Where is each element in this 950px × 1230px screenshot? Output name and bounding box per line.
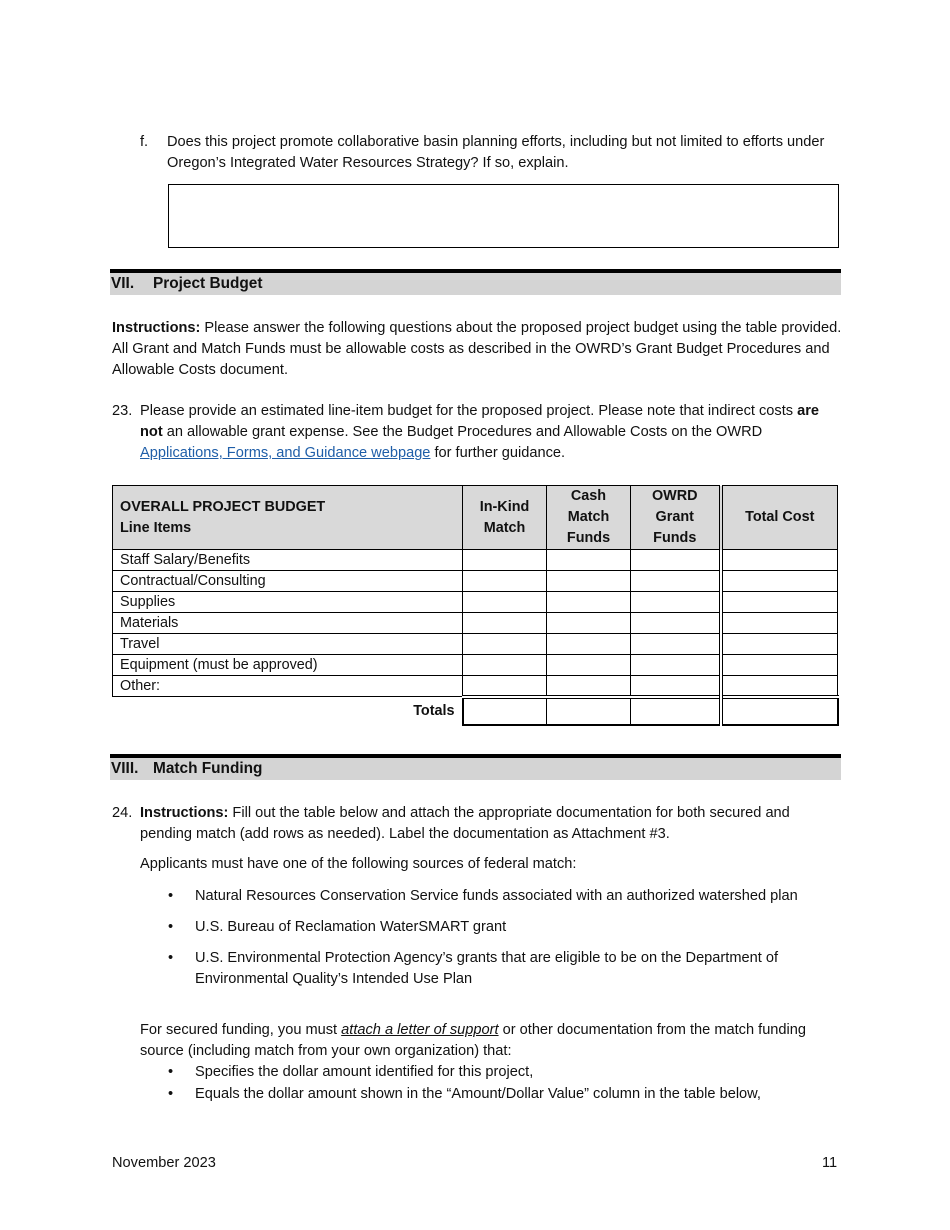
total-cost-cell[interactable] xyxy=(721,592,838,613)
question-24-number: 24. xyxy=(112,805,133,821)
secured-funding-text xyxy=(140,1020,840,1062)
question-23-text-1: Please provide an estimated line-item budget for the proposed project. Please note that indirect costs xyxy=(140,403,798,419)
total-in-kind-cell[interactable] xyxy=(463,697,547,725)
grant-funds-cell[interactable] xyxy=(631,634,721,655)
grant-funds-cell[interactable] xyxy=(631,550,721,571)
in-kind-cell[interactable] xyxy=(463,655,547,676)
in-kind-cell[interactable] xyxy=(463,676,547,697)
column-in-kind-match: In-Kind Match xyxy=(463,486,547,550)
row-label: Travel xyxy=(113,634,463,655)
bullet-icon: • xyxy=(168,950,174,966)
section-viii-heading xyxy=(110,754,841,780)
footer-date: November 2023 xyxy=(112,1155,216,1171)
row-label: Materials xyxy=(113,613,463,634)
question-24-instructions xyxy=(140,803,840,845)
cash-match-cell[interactable] xyxy=(547,655,631,676)
bullet-icon: • xyxy=(168,919,174,935)
total-cost-cell[interactable] xyxy=(721,634,838,655)
row-label: Supplies xyxy=(113,592,463,613)
budget-instructions-text: Please answer the following questions about the proposed project budget using the table provided. All Grant and Match Funds must be allowable costs as described in the OWRD’s Grant Budget Procedures and Allowable Costs document. xyxy=(112,320,842,378)
budget-instructions-label: Instructions: xyxy=(112,320,201,336)
budget-row-contractual xyxy=(113,571,838,592)
question-f-text: Does this project promote collaborative basin planning efforts, including but not limited to efforts under Oregon’s Integrated Water Resources Strategy? If so, explain. xyxy=(167,134,825,171)
match-source-item: U.S. Environmental Protection Agency’s grants that are eligible to be on the Department of Environmental Quality’s Intended Use Plan xyxy=(195,950,779,987)
section-vii-heading xyxy=(110,269,841,295)
section-vii-number: VII. xyxy=(111,275,135,292)
cash-match-cell[interactable] xyxy=(547,634,631,655)
secured-funding-text-1: For secured funding, you must xyxy=(140,1022,342,1038)
column-cash-match-funds: Cash Match Funds xyxy=(547,486,631,550)
column-owrd-grant-funds: OWRD Grant Funds xyxy=(631,486,721,550)
grant-funds-cell[interactable] xyxy=(631,676,721,697)
total-cost-cell[interactable] xyxy=(721,571,838,592)
secured-requirement-item: Equals the dollar amount shown in the “Amount/Dollar Value” column in the table below, xyxy=(195,1086,761,1102)
total-grant-funds-cell[interactable] xyxy=(631,697,721,725)
question-24-instructions-text: Fill out the table below and attach the appropriate documentation for both secured and pending match (add rows as needed). Label the documentation as Attachment #3. xyxy=(140,805,790,842)
grant-funds-cell[interactable] xyxy=(631,592,721,613)
bullet-icon: • xyxy=(168,888,174,904)
grand-total-cell[interactable] xyxy=(721,697,838,725)
bullet-icon: • xyxy=(168,1064,174,1080)
question-23-text-3: for further guidance. xyxy=(430,445,566,461)
question-f-answer-box[interactable] xyxy=(168,184,839,248)
in-kind-cell[interactable] xyxy=(463,613,547,634)
match-sources-intro: Applicants must have one of the following sources of federal match: xyxy=(140,856,577,872)
cash-match-cell[interactable] xyxy=(547,550,631,571)
in-kind-cell[interactable] xyxy=(463,634,547,655)
guidance-webpage-link[interactable]: Applications, Forms, and Guidance webpage xyxy=(140,445,431,461)
letter-of-support-emphasis: attach a letter of support xyxy=(341,1022,499,1038)
footer-page-number: 11 xyxy=(822,1155,838,1171)
question-23-bold: are not xyxy=(140,403,820,440)
budget-header-title: OVERALL PROJECT BUDGET xyxy=(120,498,326,515)
budget-totals-row xyxy=(113,697,838,725)
budget-row-materials xyxy=(113,613,838,634)
grant-funds-cell[interactable] xyxy=(631,613,721,634)
budget-header-subtitle: Line Items xyxy=(120,519,192,536)
secured-requirement-item: Specifies the dollar amount identified for this project, xyxy=(195,1064,534,1080)
row-label: Staff Salary/Benefits xyxy=(113,550,463,571)
in-kind-cell[interactable] xyxy=(463,571,547,592)
section-viii-title: Match Funding xyxy=(153,760,263,777)
row-label: Contractual/Consulting xyxy=(113,571,463,592)
in-kind-cell[interactable] xyxy=(463,550,547,571)
cash-match-cell[interactable] xyxy=(547,676,631,697)
row-label: Other: xyxy=(113,676,463,697)
budget-row-supplies xyxy=(113,592,838,613)
secured-funding-text-2: or other documentation from the match funding source (including match from your own organization) that: xyxy=(140,1022,807,1059)
column-total-cost: Total Cost xyxy=(721,486,838,550)
total-cash-match-cell[interactable] xyxy=(547,697,631,725)
cash-match-cell[interactable] xyxy=(547,592,631,613)
budget-row-staff xyxy=(113,550,838,571)
budget-row-equipment xyxy=(113,655,838,676)
question-23-number: 23. xyxy=(112,403,133,419)
in-kind-cell[interactable] xyxy=(463,592,547,613)
question-23-text xyxy=(140,401,840,464)
total-cost-cell[interactable] xyxy=(721,676,838,697)
totals-label: Totals xyxy=(413,702,455,719)
cash-match-cell[interactable] xyxy=(547,571,631,592)
budget-header-row xyxy=(113,486,838,550)
budget-header-title-cell xyxy=(113,486,463,550)
row-label: Equipment (must be approved) xyxy=(113,655,463,676)
question-24-instructions-label: Instructions: xyxy=(140,805,229,821)
budget-row-travel xyxy=(113,634,838,655)
grant-funds-cell[interactable] xyxy=(631,655,721,676)
budget-row-other xyxy=(113,676,838,697)
total-cost-cell[interactable] xyxy=(721,550,838,571)
section-viii-number: VIII. xyxy=(111,760,139,777)
budget-table xyxy=(112,485,839,726)
question-f-label: f. xyxy=(140,134,149,150)
total-cost-cell[interactable] xyxy=(721,613,838,634)
cash-match-cell[interactable] xyxy=(547,613,631,634)
total-cost-cell[interactable] xyxy=(721,655,838,676)
bullet-icon: • xyxy=(168,1086,174,1102)
match-source-item: U.S. Bureau of Reclamation WaterSMART grant xyxy=(195,919,507,935)
section-vii-title: Project Budget xyxy=(153,275,263,292)
match-source-item: Natural Resources Conservation Service funds associated with an authorized watershed plan xyxy=(195,888,798,904)
budget-instructions xyxy=(112,318,842,381)
grant-funds-cell[interactable] xyxy=(631,571,721,592)
question-23-text-2: an allowable grant expense. See the Budget Procedures and Allowable Costs on the OWRD xyxy=(162,424,763,440)
